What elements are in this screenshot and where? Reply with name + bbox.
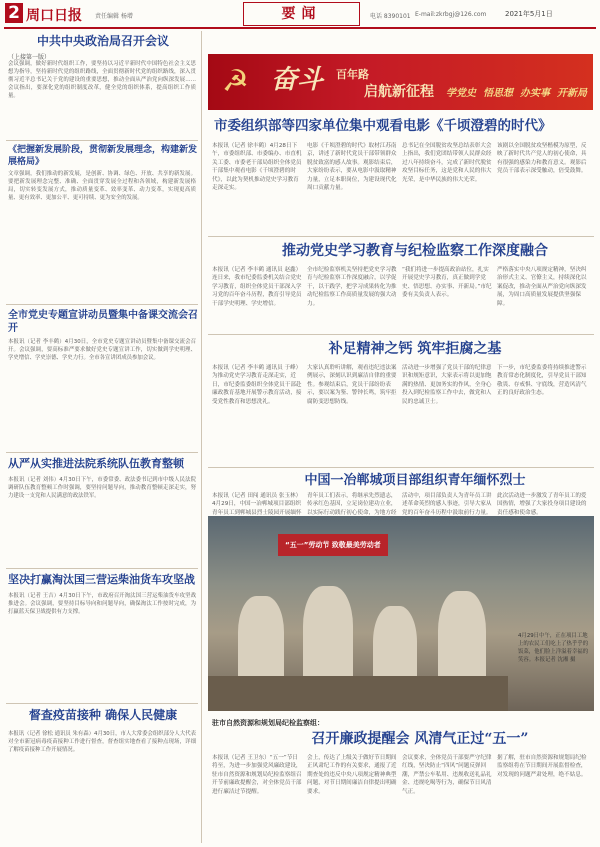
article-festival-body-4: 据了解，驻市自然资源和规划局纪检监察组将在节日期间开展监督检查，对发现的问题严肃处理，绝不姑息。: [497, 755, 587, 778]
article-festival-body-2: 会上，传达了上级关于做好节日期间正风肃纪工作的有关要求，通报了近期查处的违反中央八项规定精神典型问题，对节日期间廉洁自律提出明确要求。: [307, 755, 397, 795]
banner-slogan-1: 学党史: [446, 88, 476, 99]
article-integrity-body-1: 本报讯（记者 李丰鹤 通讯员 于峰）为推动党史学习教育走深走实，近日，市纪委监委组织全体党员干部赴廉政教育基地开展警示教育活动，接受党性教育和思想洗礼。: [212, 365, 302, 405]
divider: [6, 703, 198, 704]
header-rule: [4, 27, 596, 29]
article-development-body: 文章强调，我们推动的新发展，是创新、协调、绿色、开放、共享的新发展。要把新发展理念完整、准确、全面贯穿发展全过程和各领域，构建新发展格局，切实转变发展方式，推动质量变革、效率变革、动力变革，实现更高质量、更有效率、更加公平、更可持续、更为安全的发展。: [8, 171, 196, 201]
divider: [6, 304, 198, 305]
article-festival-headline: 召开廉政提醒会 风清气正过“五一”: [311, 731, 529, 747]
article-integrity-body-2: 大家认真聆听讲解，观看违纪违法案例展示，深刻认识到廉洁自律的重要性。参观结束后，党员干部纷纷表示，要以案为鉴、警钟长鸣，筑牢拒腐防变思想防线。: [307, 365, 397, 405]
photo-banner-sign: “五一”劳动节 致敬最美劳动者: [278, 534, 388, 556]
article-lecture-headline: 全市党史专题宣讲动员暨集中备课交流会召开: [8, 310, 198, 334]
article-integrity-headline: 补足精神之钙 筑牢拒腐之基: [328, 341, 502, 357]
photo-foreground: [208, 676, 508, 711]
article-film-body-2: 电影《千顷澄碧的时代》取材江苏南京，讲述了新时代党员干部带领群众脱贫致富的感人故事。观影结束后，大家纷纷表示，要从电影中汲取精神力量，立足本职岗位，为建设现代化周口贡献力量。: [307, 143, 397, 192]
email-meta: E-mail:zkrbgj@126.com: [415, 11, 487, 18]
divider: [208, 467, 594, 468]
masthead: 周口日报: [26, 8, 82, 24]
banner-slogan-2: 悟思想: [483, 88, 513, 99]
page-number: 2: [5, 3, 23, 23]
party-emblem-icon: ☭: [222, 64, 249, 99]
article-film-body-1: 本报讯（记者 徐丰鹤）4月28日下午，市委组织部、市委编办、市直机关工委、市委老干部局组织全体党员干部集中观看电影《千顷澄碧的时代》，以此为契机推动党史学习教育走深走实。: [212, 143, 302, 192]
divider: [6, 568, 198, 569]
article-film-headline: 市委组织部等四家单位集中观看电影《千顷澄碧的时代》: [214, 118, 552, 134]
article-discipline-body-4: 严格落实中央八项规定精神，坚决纠治形式主义、官僚主义，持续深化以案促改，推动全面从严治党向纵深发展，为周口高质量发展提供坚强保障。: [497, 267, 587, 307]
article-festival-body-3: 会议要求，全体党员干部要严守纪律红线，坚决防止“四风”问题反弹回潮，严禁公车私用、违规收送礼品礼金、违规吃喝等行为，确保节日风清气正。: [402, 755, 492, 795]
article-martyrs-body-4: 此次活动进一步激发了青年员工的爱国热情，增强了大家投身项目建设的责任感和使命感。: [497, 493, 587, 516]
article-festival-body-1: 本报讯（记者 王卫东）“五一”节日将至，为进一步加强党风廉政建设，驻市自然资源和规划局纪检监察组召开节前廉政提醒会，对全体党员干部进行廉洁过节提醒。: [212, 755, 302, 795]
article-court-headline: 从严从实推进法院系统队伍教育整顿: [8, 457, 184, 470]
article-martyrs-body-2: 青年员工们表示，将继承先烈遗志，传承红色基因，立足岗位建功立业，以实际行动践行初心使命，为地方经: [307, 493, 397, 516]
article-discipline-body-1: 本报讯（记者 李丰鹤 通讯员 赵鑫）连日来，我市纪委监委机关结合党史学习教育，组织全体党员干部深入学习党的百年奋斗历程，教育引导党员干部学史明理、学史增信。: [212, 267, 302, 307]
article-film-body-4: 该剧以全国脱贫攻坚楷模为原型，反映了新时代共产党人的初心使命，具有很强的感染力和教育意义。观影后党员干部表示深受触动，倍受鼓舞。: [497, 143, 587, 175]
article-lecture-body: 本报讯（记者 李丰鹤）4月30日，全市党史专题宣讲动员暨集中备课交流会召开。会议强调，要高标准严要求做好党史专题宣讲工作，切实做到学史明理、学史增信、学史崇德、学史力行。全市各宣讲团成员参加会议。: [8, 339, 196, 361]
article-film-body-3: 总书记在全国脱贫攻坚总结表彰大会上指出，我们党团结带领人民群众经过八年持续奋斗，完成了新时代脱贫攻坚目标任务，这是党和人民的伟大光荣，是中华民族的伟大光荣。: [402, 143, 492, 183]
phone-meta: 电话 8390101: [370, 13, 411, 20]
worker-figure: [238, 596, 284, 686]
article-martyrs-body-1: 本报讯（记者 田闯 通讯员 张玉林）4月29日，中国一冶郸城项目部组织青年员工到郸城县烈士陵园开展缅怀: [212, 493, 302, 516]
divider: [6, 140, 198, 141]
banner-big-text: 奋斗: [271, 65, 324, 95]
divider: [208, 236, 594, 237]
campaign-banner: [208, 54, 593, 110]
worker-figure: [303, 586, 353, 686]
article-discipline-headline: 推动党史学习教育与纪检监察工作深度融合: [282, 243, 548, 259]
article-integrity-body-3: 活动进一步增强了党员干部的纪律意识和规矩意识，大家表示将以更加饱满的热情、更加务实的作风，全身心投入到纪检监察工作中去，做党和人民的忠诚卫士。: [402, 365, 492, 405]
section-title: 要闻: [243, 2, 360, 26]
banner-title-2: 启航新征程: [364, 84, 434, 100]
article-discipline-body-3: “我们将进一步提高政治站位，扎实开展党史学习教育，真正做到学党史、悟思想、办实事、开新局。”市纪委有关负责人表示。: [402, 267, 492, 299]
article-martyrs-body-3: 活动中，项目部负责人为青年员工讲述革命英烈的感人事迹，引导大家从党的百年奋斗历程中汲取前行力量。: [402, 493, 492, 516]
editor-meta: 责任编辑 杨增: [95, 13, 133, 20]
article-politburo-dek: （上接第一版）: [8, 54, 51, 61]
news-photo-workers-lunch: [208, 516, 594, 711]
article-festival-dek: 驻市自然资源和规划局纪检监察组：: [212, 719, 324, 727]
divider: [208, 334, 594, 335]
banner-slogan-3: 办实事: [520, 88, 550, 99]
article-integrity-body-4: 下一步，市纪委监委将持续推进警示教育常态化制度化，引导党员干部知敬畏、存戒惧、守底线，营造风清气正的良好政治生态。: [497, 365, 587, 397]
page-header: [0, 0, 600, 26]
banner-title-1: 百年路: [336, 68, 369, 81]
article-discipline-body-2: 全市纪检监察机关坚持把党史学习教育与纪检监察工作深度融合，以学促干，以干践学，把学习成果转化为推动纪检监察工作高质量发展的强大动力。: [307, 267, 397, 307]
article-truck-body: 本报讯（记者 王吉）4月30日下午，市政府召开淘汰国三营运柴油货车攻坚战推进会。会议强调，要坚持目标导向和问题导向，确保淘汰工作按时完成，为打赢蓝天保卫战提供有力支撑。: [8, 593, 196, 615]
photo-caption: 4月29日中午，正在项目工地上的农民工们吃上了热乎乎的饭菜，他们脸上洋溢着幸福的笑容。本报记者 沈湘 摄: [518, 633, 589, 663]
banner-slogan-4: 开新局: [557, 88, 587, 99]
article-truck-headline: 坚决打赢淘汰国三营运柴油货车攻坚战: [8, 573, 195, 586]
article-politburo-headline: 中共中央政治局召开会议: [36, 34, 169, 48]
divider: [6, 452, 198, 453]
issue-date: 2021年5月1日: [505, 10, 553, 18]
article-martyrs-headline: 中国一冶郸城项目部组织青年缅怀烈士: [304, 473, 526, 488]
article-politburo-body: 会议强调，做好新时代组织工作，要坚持以习近平新时代中国特色社会主义思想为指导，坚持新时代党的组织路线，全面贯彻新时代党的组织路线，深入贯彻习近平总书记关于党的建设的重要思想，推动全面从严治党向纵深发展……会议指出，要深化党的组织制度改革，健全党的组织体系，提高组织工作质量。: [8, 61, 196, 99]
column-divider: [201, 31, 202, 843]
article-court-body: 本报讯（记者 刘伟）4月30日下午，市委常委、政法委书记到市中级人民法院调研队伍教育整顿工作时强调，要坚持问题导向，推动教育整顿走深走实，努力建设一支党和人民满意的政法铁军。: [8, 477, 196, 499]
article-vaccine-headline: 督查疫苗接种 确保人民健康: [28, 708, 178, 722]
article-development-headline: 《把握新发展阶段，贯彻新发展理念，构建新发展格局》: [8, 145, 198, 167]
article-vaccine-body: 本报讯（记者 徐松 通讯员 朱有森）4月30日，市人大常委会组织部分人大代表对全市新冠病毒疫苗接种工作进行督查，督查组实地查看了接种点现场，详细了解疫苗接种工作开展情况。: [8, 731, 196, 753]
